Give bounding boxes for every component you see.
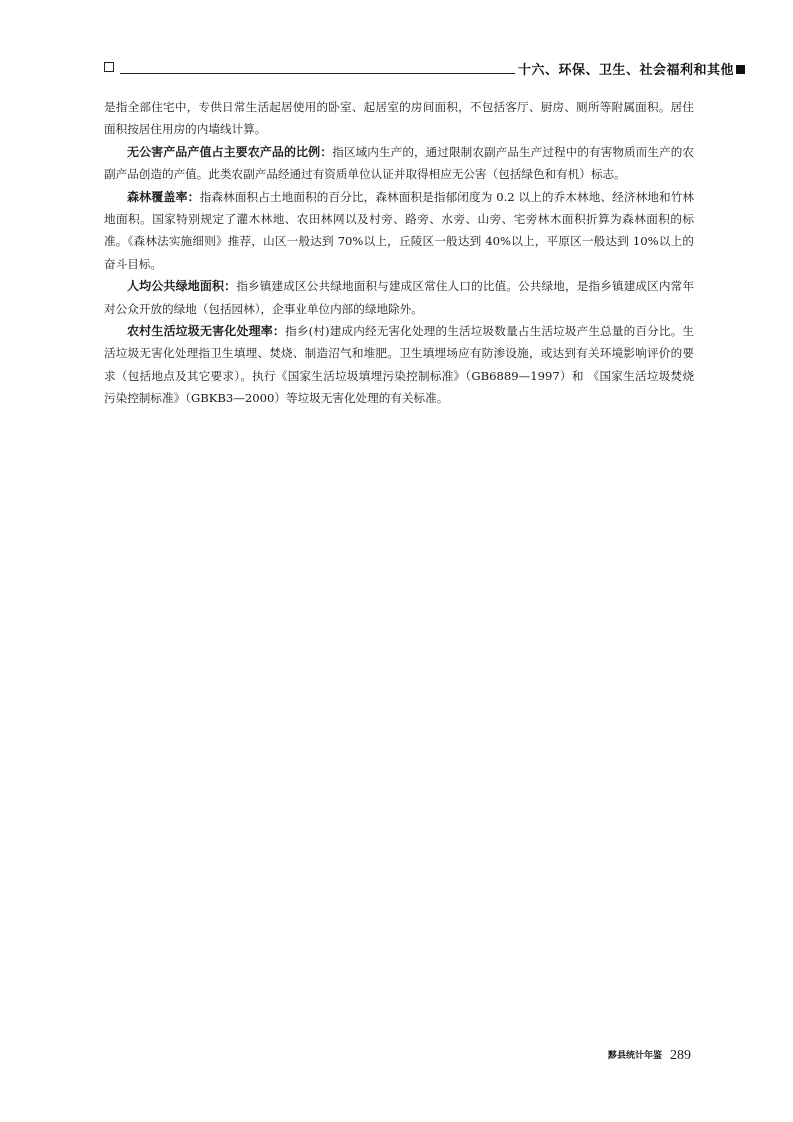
paragraph-text: 指森林面积占土地面积的百分比，森林面积是指郁闭度为 0.2 以上的乔木林地、经济林地和竹林地面积。国家特别规定了灌木林地、农田林网以及村旁、路旁、水旁、山旁、宅旁林木面积折算为森林面积的标准。《森林法实施细则》推荐，山区一般达到 70%以上，丘陵区一般达到 40%以上，平原区一般达到 10%以上的奋斗目标。	[104, 189, 694, 271]
filled-square-icon	[736, 65, 745, 74]
paragraph-text: 指乡镇建成区公共绿地面积与建成区常住人口的比值。公共绿地，是指乡镇建成区内常年对公众开放的绿地（包括园林），企事业单位内部的绿地除外。	[104, 279, 694, 316]
book-title: 黟县统计年鉴	[608, 1051, 663, 1061]
header-rule	[120, 73, 515, 74]
term-label: 人均公共绿地面积：	[127, 279, 237, 294]
paragraph-text: 指区域内生产的，通过限制农副产品生产过程中的有害物质而生产的农副产品创造的产值。此类农副产品经通过有资质单位认证并取得相应无公害（包括绿色和有机）标志。	[104, 144, 694, 182]
paragraph-living-area	[104, 96, 694, 141]
body-text	[104, 96, 694, 410]
paragraph-garbage-treatment	[104, 320, 694, 410]
running-header	[104, 58, 735, 80]
term-label: 森林覆盖率：	[127, 189, 200, 204]
paragraph-text: 指乡(村)建成内经无害化处理的生活垃圾数量占生活垃圾产生总量的百分比。生活垃圾无害化处理指卫生填埋、焚烧、制造沼气和堆肥。卫生填埋场应有防渗设施，或达到有关环境影响评价的要求（包括地点及其它要求）。执行《国家生活垃圾填埋污染控制标准》（GB6889—1997）和 《国家生活垃圾焚烧污染控制标准》（GBKB3—2000）等垃圾无害化处理的有关标准。	[104, 324, 694, 406]
term-label: 无公害产品产值占主要农产品的比例：	[127, 144, 333, 159]
paragraph-public-green-space	[104, 275, 694, 320]
page-footer	[608, 1044, 691, 1064]
paragraph-pollution-free-products	[104, 141, 694, 186]
term-label: 农村生活垃圾无害化处理率：	[127, 324, 286, 339]
hollow-square-icon	[104, 62, 114, 72]
paragraph-forest-coverage	[104, 186, 694, 276]
paragraph-text: 是指全部住宅中，专供日常生活起居使用的卧室、起居室的房间面积，不包括客厅、厨房、厕所等附属面积。居住面积按居住用房的内墙线计算。	[104, 100, 694, 137]
chapter-title: 十六、环保、卫生、社会福利和其他	[518, 59, 745, 78]
page-number: 289	[670, 1048, 692, 1063]
